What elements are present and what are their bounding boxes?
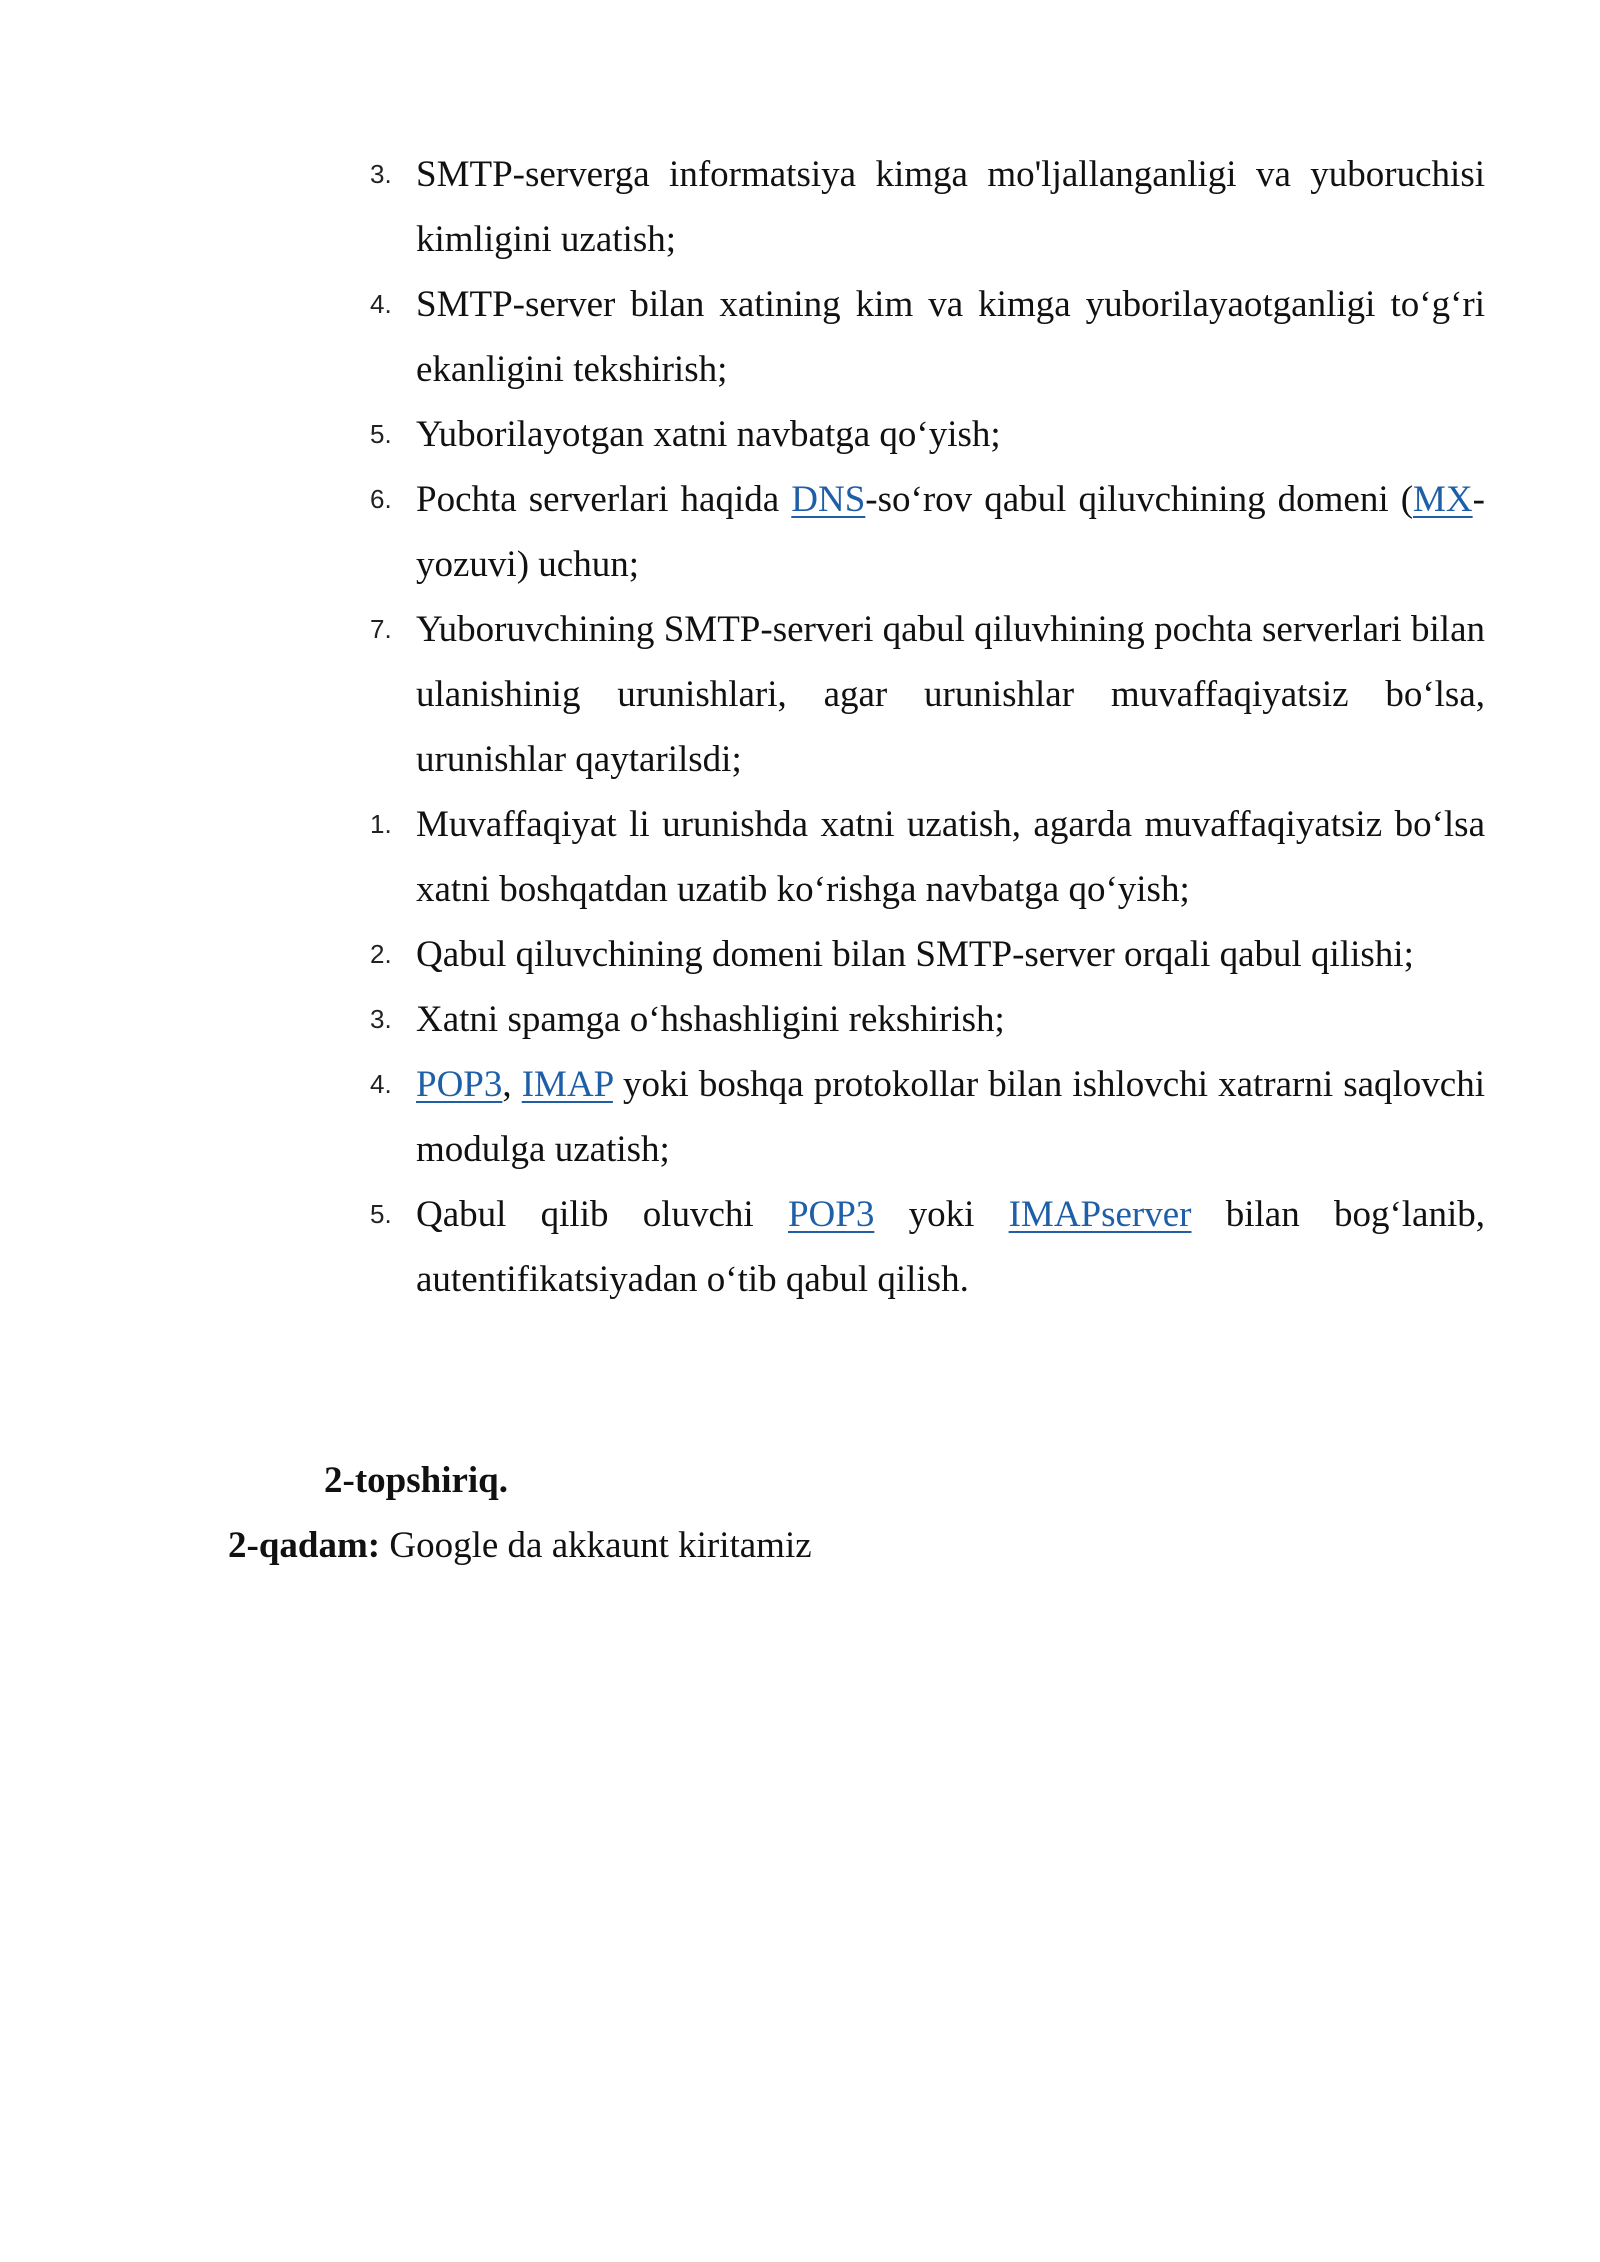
list-item-number: 5. (370, 419, 392, 449)
list-item-text: SMTP-server bilan xatining kim va kimga yuborilayaotganligi to‘g‘ri ekanligini tekshirish; (416, 284, 1485, 390)
step-line (228, 1513, 812, 1578)
list-item (350, 987, 1485, 1052)
step-text: Google da akkaunt kiritamiz (380, 1525, 812, 1566)
imap-link[interactable]: IMAP (521, 1064, 613, 1105)
task-heading: 2-topshiriq. (324, 1460, 509, 1501)
dns-link[interactable]: DNS (791, 479, 866, 520)
list-item (350, 792, 1485, 922)
list-item-text: Muvaffaqiyat li urunishda xatni uzatish, agarda muvaffaqiyatsiz bo‘lsa xatni boshqatdan uzatib ko‘rishga navbatga qo‘yish; (416, 804, 1485, 910)
list-item-number: 4. (370, 1069, 392, 1099)
list-item (350, 597, 1485, 792)
list-item-number: 3. (370, 1004, 392, 1034)
list-item-number: 6. (370, 484, 392, 514)
list-item (350, 272, 1485, 402)
list-item-text: SMTP-serverga informatsiya kimga mo'ljallanganligi va yuboruchisi kimligini uzatish; (416, 154, 1485, 260)
list-item (350, 1052, 1485, 1182)
list-item-number: 5. (370, 1199, 392, 1229)
list-item-text: Qabul qiluvchining domeni bilan SMTP-server orqali qabul qilishi; (416, 934, 1414, 975)
list-item-number: 1. (370, 809, 392, 839)
mx-link[interactable]: MX (1413, 479, 1473, 520)
imapserver-link[interactable]: IMAPserver (1008, 1194, 1192, 1235)
list-item (350, 1182, 1485, 1312)
list-item-number: 3. (370, 159, 392, 189)
step-label: 2-qadam: (228, 1525, 381, 1566)
list-item (350, 467, 1485, 597)
list-item-number: 7. (370, 614, 392, 644)
list-item (350, 922, 1485, 987)
numbered-list (350, 142, 1485, 1312)
list-item-text: Yuboruvchining SMTP-serveri qabul qiluvhining pochta serverlari bilan ulanishinig urunishlari, agar urunishlar muvaffaqiyatsiz bo‘lsa, urunishlar qaytarilsdi; (416, 609, 1485, 780)
list-item-text: Pochta serverlari haqida DNS-so‘rov qabul qiluvchining domeni (MX-yozuvi) uchun; (416, 479, 1485, 585)
list-item-number: 4. (370, 289, 392, 319)
list-item-text: Qabul qilib oluvchi POP3 yoki IMAPserver bilan bog‘lanib, autentifikatsiyadan o‘tib qabul qilish. (416, 1194, 1485, 1300)
list-item-text: Xatni spamga o‘hshashligini rekshirish; (416, 999, 1005, 1040)
pop3-link[interactable]: POP3 (787, 1194, 875, 1235)
list-item (350, 142, 1485, 272)
list-item-text: POP3, IMAP yoki boshqa protokollar bilan ishlovchi xatrarni saqlovchi modulga uzatish; (416, 1064, 1486, 1170)
list-item-number: 2. (370, 939, 392, 969)
pop3-link[interactable]: POP3 (416, 1064, 503, 1105)
list-item (350, 402, 1485, 467)
list-item-text: Yuborilayotgan xatni navbatga qo‘yish; (416, 414, 1001, 455)
